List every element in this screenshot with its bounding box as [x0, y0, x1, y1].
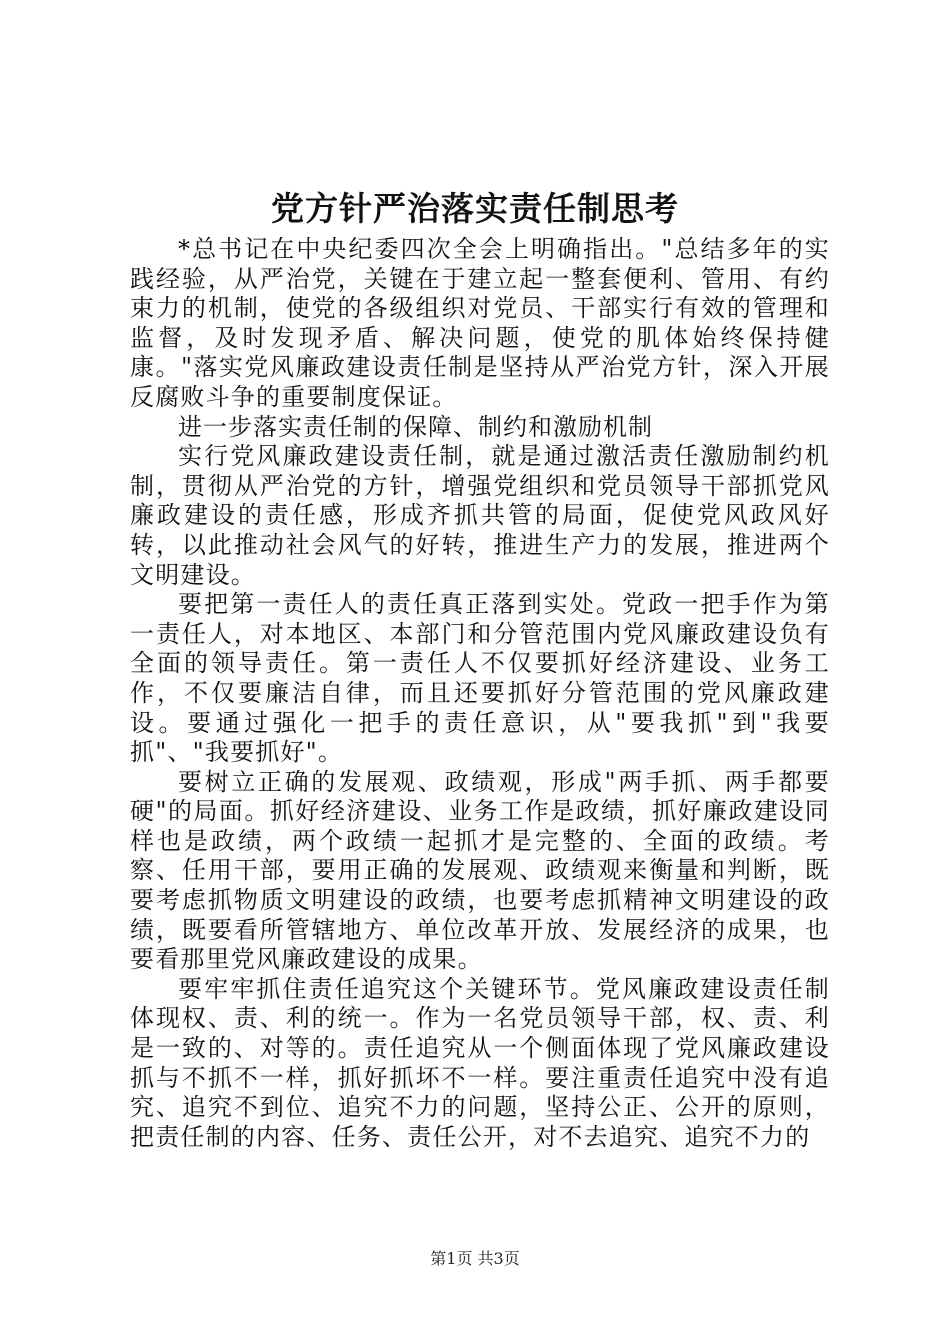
paragraph-accountability: 要牢牢抓住责任追究这个关键环节。党风廉政建设责任制体现权、责、利的统一。作为一名党员领导干部，权、责、利是一致的、对等的。责任追究从一个侧面体现了党风廉政建设抓与不抓不一样，抓好抓坏不一样。要注重责任追究中没有追究、追究不到位、追究不力的问题，坚持公正、公开的原则，把责任制的内容、任务、责任公开，对不去追究、追究不力的 — [130, 974, 830, 1151]
paragraph-intro: *总书记在中央纪委四次全会上明确指出。"总结多年的实践经验，从严治党，关键在于建立起一整套便利、管用、有约束力的机制，使党的各级组织对党员、干部实行有效的管理和监督，及时发现矛盾、解决问题，使党的肌体始终保持健康。"落实党风廉政建设责任制是坚持从严治党方针，深入开展反腐败斗争的重要制度保证。 — [130, 235, 830, 411]
paragraph-first-responsible: 要把第一责任人的责任真正落到实处。党政一把手作为第一责任人，对本地区、本部门和分管范围内党风廉政建设负有全面的领导责任。第一责任人不仅要抓好经济建设、业务工作，不仅要廉洁自律，而且还要抓好分管范围的党风廉政建设。要通过强化一把手的责任意识，从"要我抓"到"我要抓"、"我要抓好"。 — [130, 590, 830, 767]
document-title: 党方针严治落实责任制思考 — [271, 189, 679, 228]
document-body — [130, 235, 830, 1152]
page-number-footer: 第1页 共3页 — [430, 1249, 520, 1268]
paragraph-performance-view: 要树立正确的发展观、政绩观，形成"两手抓、两手都要硬"的局面。抓好经济建设、业务工作是政绩，抓好廉政建设同样也是政绩，两个政绩一起抓才是完整的、全面的政绩。考察、任用干部，要用正确的发展观、政绩观来衡量和判断，既要考虑抓物质文明建设的政绩，也要考虑抓精神文明建设的政绩，既要看所管辖地方、单位改革开放、发展经济的成果，也要看那里党风廉政建设的成果。 — [130, 767, 830, 974]
section-heading: 进一步落实责任制的保障、制约和激励机制 — [178, 412, 653, 441]
paragraph-mechanism: 实行党风廉政建设责任制，就是通过激活责任激励制约机制，贯彻从严治党的方针，增强党组织和党员领导干部抓党风廉政建设的责任感，形成齐抓共管的局面，促使党风政风好转，以此推动社会风气的好转，推进生产力的发展，推进两个文明建设。 — [130, 442, 830, 589]
